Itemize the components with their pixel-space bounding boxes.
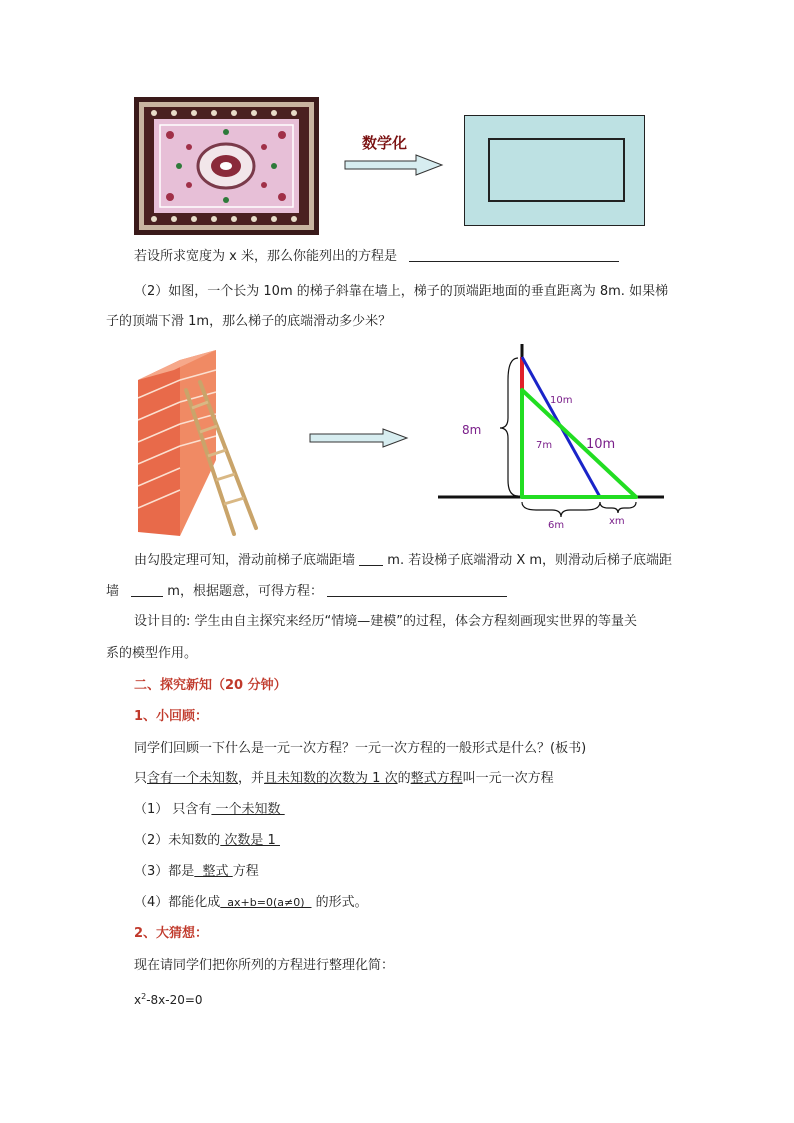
design-purpose-line-1: 设计目的: 学生由自主探究来经历“情境—建模”的过程，体会方程刻画现实世界的等量关: [134, 614, 637, 629]
pythagoras-line-1: [134, 551, 672, 570]
section-2-title: 二、探究新知（20 分钟）: [134, 678, 287, 693]
question-1: [134, 247, 619, 266]
pythagoras-text-b: m. 若设梯子底端滑动 X m，则滑动后梯子底端距: [387, 553, 673, 568]
definition-part-1: 只: [134, 771, 148, 786]
list-item: [134, 863, 259, 881]
list-prefix: 都能化成: [168, 895, 221, 910]
list-prefix: 都是: [168, 864, 195, 879]
equation-base: x: [134, 993, 142, 1007]
design-purpose-line-2: 系的模型作用。: [106, 646, 198, 661]
list-suffix: 方程: [232, 864, 259, 879]
after-distance-blank[interactable]: [131, 582, 163, 597]
brick-wall-image: [138, 350, 266, 536]
rectangle-inner: [488, 138, 625, 202]
simplify-instruction: 现在请同学们把你所列的方程进行整理化简：: [134, 958, 395, 973]
definition-part-6: 整式方程: [410, 771, 463, 786]
list-value: 整式: [194, 864, 233, 879]
brace-slide: [600, 502, 636, 513]
list-item: [134, 801, 285, 819]
brace-bottom: [522, 502, 600, 517]
list-value: ax+b=0(a≠0): [220, 896, 312, 909]
label-xm: xm: [609, 516, 625, 527]
definition-part-4: 且未知数的次数为 1 次: [264, 771, 398, 786]
list-item: [134, 832, 280, 850]
equation-rest: -8x-20=0: [146, 993, 203, 1007]
pythagoras-text-a: 由勾股定理可知，滑动前梯子底端距墙: [134, 553, 356, 568]
quadratic-equation: [134, 988, 203, 1009]
brace-left: [500, 358, 518, 496]
label-10m-after: 10m: [586, 437, 616, 452]
arrow-right-icon: [309, 428, 409, 448]
list-number: （1）: [134, 802, 169, 817]
list-prefix: 未知数的: [168, 833, 221, 848]
ladder-triangle-diagram: [436, 340, 668, 536]
list-item: [134, 894, 368, 912]
question-2-line-1: （2）如图，一个长为 10m 的梯子斜靠在墙上，梯子的顶端距地面的垂直距离为 8m. 如果梯: [134, 284, 669, 299]
label-8m: 8m: [462, 423, 482, 437]
carpet-image: [134, 97, 319, 235]
figure-carpet-row: [0, 0, 794, 240]
pythagoras-line-2: [106, 582, 507, 601]
equation-blank[interactable]: [327, 582, 507, 597]
list-number: （4）: [134, 895, 169, 910]
answer-blank[interactable]: [409, 247, 619, 262]
mathematize-label: 数学化: [362, 134, 408, 152]
definition-part-5: 的: [397, 771, 411, 786]
list-value: 一个未知数: [211, 802, 285, 817]
list-number: （3）: [134, 864, 169, 879]
review-question: 同学们回顾一下什么是一元一次方程？一元一次方程的一般形式是什么？(板书): [134, 741, 587, 756]
pythagoras-text-d: m，根据题意，可得方程：: [167, 584, 323, 599]
list-value: 次数是 1: [220, 833, 280, 848]
question-1-text: 若设所求宽度为 x 米，那么你能列出的方程是: [134, 249, 397, 264]
definition-part-3: ，并: [238, 771, 265, 786]
arrow-right-icon: [344, 154, 444, 176]
label-10m-before: 10m: [550, 395, 573, 406]
list-prefix: 只含有: [168, 802, 212, 817]
subsection-guess-title: 2、大猜想：: [134, 926, 209, 941]
equation-exponent: 2: [141, 992, 147, 1001]
label-7m: 7m: [536, 440, 553, 451]
question-2-line-2: 子的顶端下滑 1m，那么梯子的底端滑动多少米？: [106, 314, 392, 329]
definition-part-7: 叫一元一次方程: [462, 771, 554, 786]
distance-blank[interactable]: [359, 551, 383, 566]
definition-part-2: 含有一个未知数: [147, 771, 239, 786]
pythagoras-text-c: 墙: [106, 584, 120, 599]
list-suffix: 的形式。: [311, 895, 368, 910]
list-number: （2）: [134, 833, 169, 848]
subsection-review-title: 1、小回顾：: [134, 709, 209, 724]
label-6m: 6m: [548, 520, 565, 531]
definition-line: [134, 770, 554, 788]
